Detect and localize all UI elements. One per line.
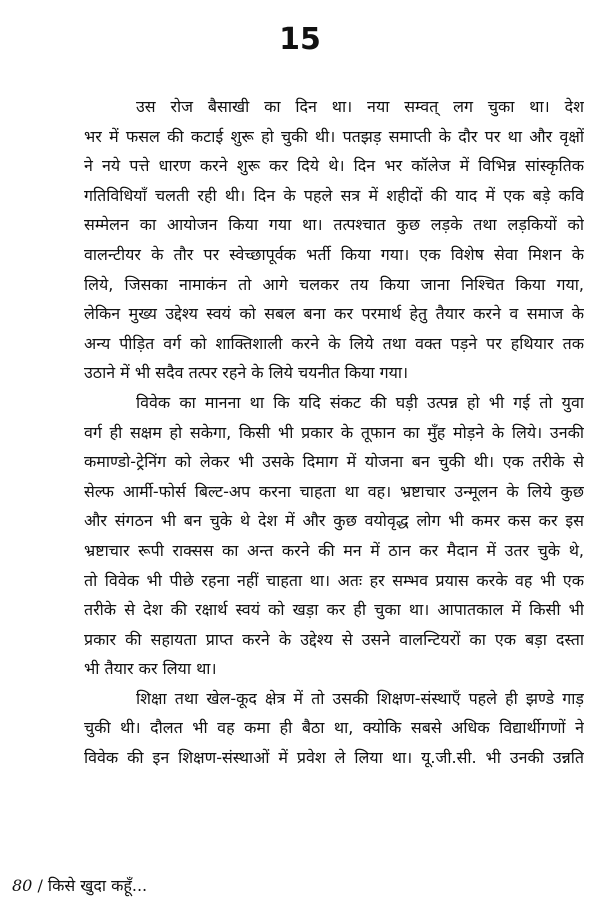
paragraph-2 <box>24 388 584 684</box>
text-line: भी तैयार कर लिया था। <box>84 659 217 679</box>
text-line: वर्ग ही सक्षम हो सकेगा, किसी भी प्रकार के तूफान का मुँह मोड़ने के लिये। उनकी <box>84 422 584 442</box>
text-line: लेकिन मुख्य उद्देश्य स्वयं को सबल बना कर परमार्थ हेतु तैयार करने व समाज के <box>84 304 584 324</box>
text-line: प्रकार की सहायता प्राप्त करने के उद्देश्य से उसने वालन्टियरों का एक बड़ा दस्ता <box>84 629 584 649</box>
text-line: विवेक का मानना था कि यदि संकट की घड़ी उत्पन्न हो भी गई तो युवा <box>136 392 584 412</box>
text-line: भर में फसल की कटाई शुरू हो चुकी थी। पतझड़ समाप्ती के दौर पर था और वृक्षों <box>84 126 584 146</box>
text-line: ने नये पत्ते धारण करने शुरू कर दिये थे। दिन भर कॉलेज में विभिन्न सांस्कृतिक <box>84 156 584 176</box>
text-line: और संगठन भी बन चुके थे देश में और कुछ वयोवृद्ध लोग भी कमर कस कर इस <box>84 511 584 531</box>
text-line: सम्मेलन का आयोजन किया गया था। तत्पश्चात कुछ लड़के तथा लड़कियों को <box>84 215 584 235</box>
text-line: तरीके से देश की रक्षार्थ स्वयं को खड़ा कर ही चुका था। आपातकाल में किसी भी <box>84 600 584 620</box>
text-line: भ्रष्टाचार रूपी राक्सस का अन्त करने की मन में ठान कर मैदान में उतर चुके थे, <box>84 540 584 560</box>
text-line: तो विवेक भी पीछे रहना नहीं चाहता था। अतः हर सम्भव प्रयास करके वह भी एक <box>84 570 584 590</box>
page-number: 80 <box>12 876 33 895</box>
text-line: लिये, जिसका नामाकंन तो आगे चलकर तय किया जाना निश्चित किया गया, <box>84 274 584 294</box>
text-line: शिक्षा तथा खेल-कूद क्षेत्र में तो उसकी शिक्षण-संस्थाएँ पहले ही झण्डे गाड़ <box>136 688 584 708</box>
footer-separator: / <box>32 876 48 895</box>
text-line: कमाण्डो-ट्रेनिंग को लेकर भी उसके दिमाग में योजना बन चुकी थी। एक तरीके से <box>84 452 584 472</box>
paragraph-3 <box>24 684 584 773</box>
text-line: गतिविधियाँ चलती रही थी। दिन के पहले सत्र में शहीदों की याद में एक बड़े कवि <box>84 185 584 205</box>
paragraph-1 <box>24 92 584 388</box>
chapter-number: 15 <box>279 22 321 57</box>
text-line: सेल्फ आर्मी-फोर्स बिल्ट-अप करना चाहता था वह। भ्रष्टाचार उन्मूलन के लिये कुछ <box>84 481 584 501</box>
body-text <box>24 92 584 773</box>
text-line: विवेक की इन शिक्षण-संस्थाओं में प्रवेश ले लिया था। यू.जी.सी. भी उनकी उन्नति <box>84 748 584 768</box>
page-footer <box>12 874 147 898</box>
text-line: उठाने में भी सदैव तत्पर रहने के लिये चयनीत किया गया। <box>84 363 409 383</box>
text-line: चुकी थी। दौलत भी वह कमा ही बैठा था, क्योकि सबसे अधिक विद्यार्थीगणों ने <box>84 718 584 738</box>
text-line: अन्य पीड़ित वर्ग को शाक्तिशाली करने के लिये तथा वक्त पड़ने पर हथियार तक <box>84 333 584 353</box>
text-line: उस रोज बैसाखी का दिन था। नया सम्वत् लग चुका था। देश <box>136 97 584 116</box>
text-line: वालन्टीयर के तौर पर स्वेच्छापूर्वक भर्ती किया गया। एक विशेष सेवा मिशन के <box>84 244 584 264</box>
book-title: किसे खुदा कहूँ... <box>47 876 148 895</box>
